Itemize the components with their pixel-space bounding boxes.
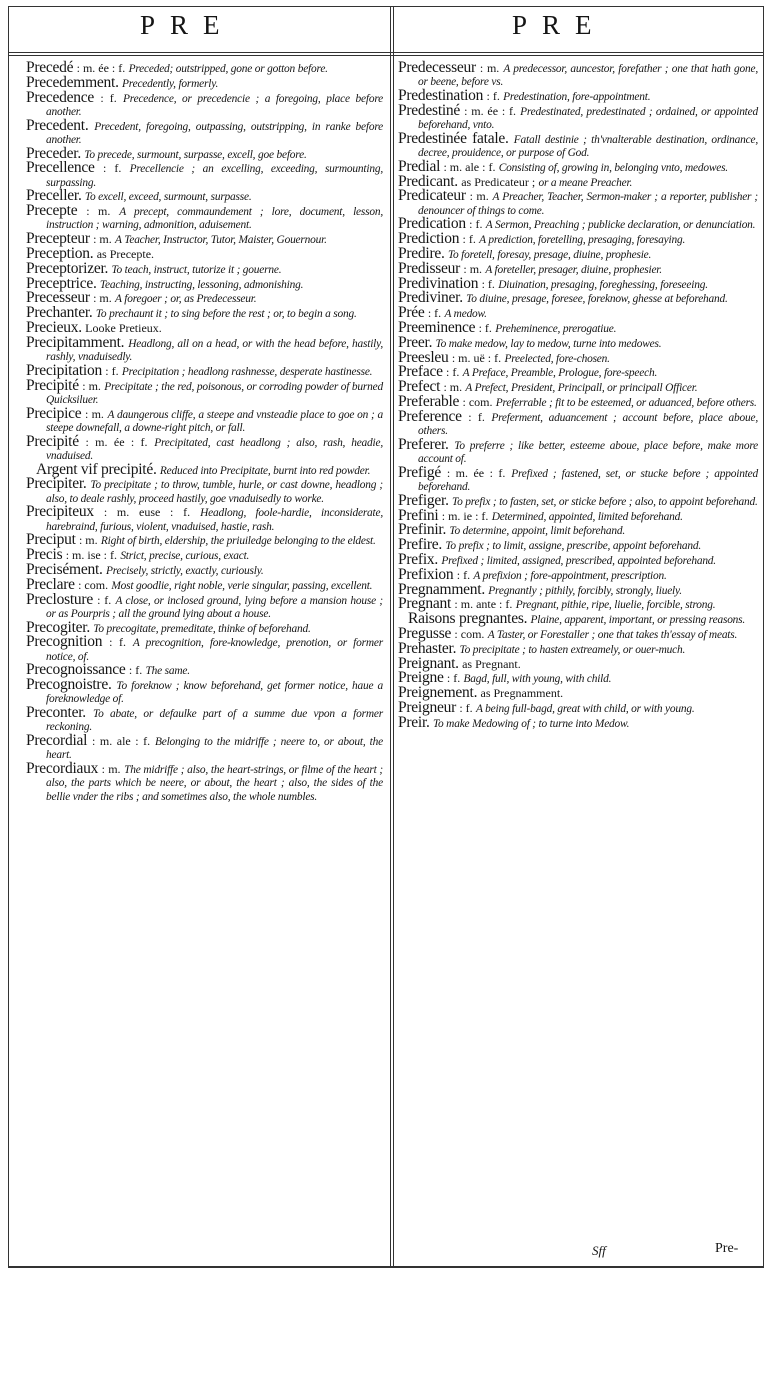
entry-headword: Predire. (398, 244, 445, 262)
entry-grammar-note: : f. (97, 592, 112, 607)
entry-headword: Prehaster. (398, 639, 457, 657)
entry-definition: Prefixed ; fastened, set, or stucke before ; appointed beforehand. (418, 467, 759, 493)
entry-definition: Consisting of, growing in, belonging vnto, medowes. (498, 161, 728, 174)
column-divider-inner (393, 6, 394, 1268)
entry-definition: A Preacher, Teacher, Sermon-maker ; a reporter, publisher ; denouncer of things to come. (418, 191, 759, 217)
entry-definition: A prediction, foretelling, presaging, foresaying. (479, 234, 686, 247)
dictionary-entry (26, 590, 384, 620)
entry-grammar-note: : m. (469, 189, 489, 204)
entry-headword: Predestinée fatale. (398, 129, 509, 147)
entry-grammar-note: : m. ante : f. (454, 597, 513, 612)
frame-top-rule (8, 6, 764, 7)
entry-grammar-note: Looke Pretieux. (85, 320, 162, 335)
entry-headword: Precipice (26, 404, 82, 422)
entry-headword: Preceller. (26, 187, 82, 205)
entry-grammar-note: : com. (78, 577, 109, 592)
entry-headword: Predicant. (398, 172, 458, 190)
entry-headword: Predicateur (398, 187, 466, 205)
entry-grammar-note: : m. (463, 261, 483, 276)
dictionary-entry (26, 202, 384, 232)
entry-headword: Preceptorizer. (26, 259, 109, 277)
dictionary-entry (398, 289, 758, 307)
entry-headword: Preigneur (398, 698, 457, 716)
entry-grammar-note: : f. (469, 217, 483, 232)
entry-headword: Prefiger. (398, 491, 449, 509)
entry-grammar-note: : m. ée : f. (446, 465, 506, 480)
entry-headword: Preciput (26, 531, 76, 549)
entry-headword: Precedence (26, 88, 95, 106)
dictionary-entry (398, 654, 758, 672)
entry-grammar-note: : f. (446, 365, 460, 380)
signature-mark: Sff (592, 1243, 606, 1258)
entry-definition: Preelected, fore-chosen. (504, 352, 610, 365)
entry-grammar-note: : f. (128, 663, 143, 678)
entry-grammar-note: : m. ie : f. (441, 508, 489, 523)
entry-definition: A prefixion ; fore-appointment, prescription. (473, 569, 667, 582)
entry-headword: Predial (398, 157, 441, 175)
entry-grammar-note: : f. (459, 700, 473, 715)
entry-grammar-note: : m. (443, 380, 463, 395)
entry-grammar-note: : f. (446, 671, 461, 686)
dictionary-entry (398, 463, 759, 493)
frame-right-rule (763, 6, 764, 1268)
entry-definition: Most goodlie, right noble, verie singular, passing, excellent. (111, 579, 373, 592)
frame-left-rule (8, 6, 9, 1268)
entry-grammar-note: : f. (481, 276, 495, 291)
entry-grammar-note: : f. (456, 567, 471, 582)
entry-grammar-note: : m. ée : f. (85, 434, 148, 449)
entry-definition: Predestination, fore-appointment. (503, 91, 651, 103)
entry-definition: Reduced into Precipitate, burnt into red powder. (159, 464, 371, 477)
entry-headword: Precognition (26, 633, 103, 651)
dictionary-entry (398, 698, 758, 716)
entry-definition: Plaine, apparent, important, or pressing reasons. (530, 614, 746, 627)
entry-headword: Predication (398, 215, 466, 233)
entry-definition: Strict, precise, curious, exact. (120, 550, 250, 563)
dictionary-entry (26, 475, 383, 505)
entry-definition: To preferre ; like better, esteeme aboue, place before, make more account of. (418, 439, 758, 465)
entry-headword: Prefect (398, 378, 441, 396)
entry-definition: Precipitation ; headlong rashnesse, desperate hastinesse. (121, 365, 373, 378)
entry-definition: The midriffe ; also, the heart-strings, or filme of the heart ; also, the parts which be neere, or about, the heart ; also, the sides of the bellie vnder the ribs ; and sometimes also, the whole numbles. (46, 764, 384, 803)
entry-grammar-note: : m. (93, 232, 112, 247)
entry-definition: Predestinated, predestinated ; ordained, or appointed beforehand, vnto. (418, 105, 758, 131)
entry-headword: Precipiteux (26, 503, 94, 521)
entry-definition: A precept, commaundement ; lore, document, lesson, instruction ; warning, admonition, aduisement. (46, 206, 384, 232)
entry-definition: Prefixed ; limited, assigned, prescribed, appointed beforehand. (441, 554, 716, 567)
entry-headword: Pregnant (398, 595, 452, 613)
entry-headword: Precepteur (26, 230, 90, 248)
dictionary-entry (26, 187, 383, 205)
dictionary-entry (26, 116, 384, 146)
entry-headword: Predestiné (398, 101, 461, 119)
entry-definition: Precellencie ; an excelling, exceeding, surmounting, surpassing. (46, 163, 383, 189)
dictionary-entry (398, 318, 758, 336)
entry-definition: Precedence, or precedencie ; a foregoing, place before another. (46, 92, 384, 118)
entry-headword: Precieux. (26, 318, 82, 336)
left-column (26, 59, 384, 804)
entry-headword: Precordiaux (26, 760, 99, 778)
frame-bottom-rule (8, 1266, 764, 1268)
entry-definition: To make medow, lay to medow, turne into medowes. (435, 337, 662, 350)
entry-headword: Predestination (398, 87, 484, 104)
entry-definition: The same. (145, 665, 190, 678)
entry-grammar-note: : m. (78, 533, 98, 548)
entry-headword: Precogiter. (26, 618, 90, 636)
entry-headword: Predivination (398, 274, 479, 292)
entry-definition: To precipitate ; to hasten extreamely, or ouer-much. (459, 643, 686, 656)
entry-grammar-note: : f. (486, 89, 500, 103)
entry-definition: A being full-bagd, great with child, or with young. (475, 702, 695, 715)
entry-headword: Prechanter. (26, 304, 93, 322)
entry-definition: To diuine, presage, foresee, foreknow, ghesse at beforehand. (466, 293, 728, 306)
entry-headword: Precellence (26, 159, 95, 177)
entry-definition: Preferrable ; fit to be esteemed, or aduanced, before others. (495, 396, 757, 409)
entry-headword: Precepte (26, 202, 78, 220)
entry-headword: Argent vif precipité. (36, 460, 157, 478)
entry-grammar-note: : m. ale : f. (92, 734, 151, 749)
entry-headword: Preignant. (398, 654, 459, 672)
entry-grammar-note: : f. (478, 320, 492, 335)
header-rule (8, 52, 764, 53)
entry-definition: To precede, surmount, surpasse, excell, goe before. (84, 148, 307, 161)
entry-headword: Preference (398, 407, 462, 425)
entry-grammar-note: : com. (462, 394, 493, 409)
entry-definition: To precipitate ; to throw, tumble, hurle, or cast downe, headlong ; also, to deale rashly, proceed hastily, goe vnaduisedly to worke. (46, 479, 383, 505)
right-running-head: PRE (512, 10, 607, 40)
column-divider (390, 6, 391, 1268)
entry-headword: Predisseur (398, 259, 461, 277)
dictionary-entry (398, 59, 759, 89)
entry-grammar-note: : f. (427, 306, 442, 321)
right-column (398, 59, 759, 732)
entry-headword: Precordial (26, 732, 88, 750)
entry-headword: Raisons pregnantes. (408, 610, 528, 628)
entry-definition: To teach, instruct, tutorize it ; gouerne. (111, 263, 282, 276)
entry-grammar-note: : f. (468, 409, 485, 424)
entry-definition: Pregnantly ; pithily, forcibly, strongly, liuely. (488, 584, 682, 597)
entry-definition: A close, or inclosed ground, lying before a mansion house ; or as Pourpris ; all the ground lying about a house. (46, 594, 384, 620)
entry-grammar-note: : f. (462, 232, 476, 247)
entry-definition: Precedent, foregoing, outpassing, outstripping, in ranke before another. (46, 120, 384, 146)
dictionary-entry (26, 88, 384, 118)
dictionary-entry (26, 404, 384, 434)
entry-headword: Pregusse (398, 624, 452, 642)
entry-headword: Predecesseur (398, 59, 476, 76)
entry-grammar-note: as Predicateur ; (461, 174, 536, 189)
entry-grammar-note: : m. (93, 291, 112, 306)
entry-definition: Precisely, strictly, exactly, curiously. (105, 564, 264, 577)
dictionary-entry (398, 435, 758, 465)
entry-headword: Preclare (26, 575, 75, 593)
dictionary-entry (26, 361, 383, 379)
entry-headword: Precipitation (26, 361, 102, 379)
dictionary-entry (26, 333, 384, 363)
entry-headword: Precisément. (26, 560, 103, 578)
entry-grammar-note: as Pregnant. (462, 656, 521, 671)
entry-definition: Headlong, foole-hardie, inconsiderate, harebraind, furious, violent, vnaduised, hastie, rash. (46, 507, 384, 533)
entry-headword: Precedemment. (26, 73, 119, 91)
entry-definition: To prechaunt it ; to sing before the rest ; or, to begin a song. (95, 308, 357, 321)
entry-definition: Preheminence, prerogatiue. (495, 322, 617, 335)
entry-definition: Preceded; outstripped, gone or gotton before. (128, 63, 328, 75)
entry-headword: Preceptrice. (26, 274, 97, 292)
entry-grammar-note: : m. ée : f. (464, 103, 516, 118)
dictionary-entry (398, 713, 758, 731)
dictionary-entry (26, 503, 384, 533)
entry-headword: Precipitamment. (26, 333, 125, 351)
entry-headword: Pregnamment. (398, 580, 485, 598)
entry-definition: Teaching, instructing, lessoning, admonishing. (99, 278, 304, 291)
entry-headword: Preigne (398, 669, 444, 687)
dictionary-entry (26, 633, 383, 663)
dictionary-entry (398, 506, 758, 524)
entry-headword: Precognoistre. (26, 676, 112, 694)
left-running-head: PRE (140, 10, 235, 40)
dictionary-entry (398, 348, 758, 366)
entry-grammar-note: : com. (454, 626, 485, 641)
entry-headword: Precedent. (26, 116, 89, 134)
entry-grammar-note: as Pregnamment. (480, 686, 564, 701)
entry-definition: Preferment, aduancement ; account before, place aboue, others. (418, 411, 759, 437)
entry-grammar-note: : f. (100, 90, 117, 105)
entry-headword: Preignement. (398, 684, 478, 702)
catchword: Pre- (715, 1241, 739, 1256)
entry-headword: Precipiter. (26, 475, 87, 493)
dictionary-entry (26, 159, 383, 189)
entry-definition: A Preface, Preamble, Prologue, fore-speech. (462, 367, 658, 380)
entry-grammar-note: : m. ise : f. (65, 548, 118, 563)
entry-definition: Headlong, all on a head, or with the head before, hastily, rashly, vnaduisedly. (46, 337, 384, 363)
entry-definition: Bagd, full, with young, with child. (463, 673, 612, 686)
dictionary-entry (398, 230, 758, 248)
entry-grammar-note: : m. ée : f. (76, 61, 126, 75)
entry-grammar-note: as Precepte. (96, 246, 155, 261)
entry-headword: Precedé (26, 59, 74, 76)
entry-definition: Fatall destinie ; th'vnalterable destination, ordinance, decree, prouidence, or purpose of God. (418, 133, 759, 159)
entry-definition: Precedently, formerly. (122, 77, 219, 90)
dictionary-entry (398, 521, 758, 539)
entry-headword: Preception. (26, 244, 94, 262)
entry-headword: Preir. (398, 713, 430, 731)
entry-grammar-note: : f. (105, 363, 119, 378)
entry-definition: A medow. (444, 308, 487, 321)
entry-grammar-note: : f. (109, 635, 126, 650)
dictionary-entry (398, 129, 759, 159)
dictionary-entry (398, 407, 759, 437)
entry-definition: To determine, appoint, limit beforehand. (449, 525, 626, 538)
dictionary-entry (398, 580, 758, 598)
entry-headword: Prediviner. (398, 289, 463, 307)
entry-grammar-note: : m. euse : f. (103, 505, 191, 520)
entry-definition: To excell, exceed, surmount, surpasse. (84, 191, 252, 204)
entry-definition: Determined, appointed, limited beforehand. (491, 510, 683, 523)
entry-definition: To prefix ; to limit, assigne, prescribe, appoint beforehand. (445, 540, 702, 553)
dictionary-entry (398, 536, 758, 554)
entry-definition: To make Medowing of ; to turne into Medow. (432, 717, 630, 730)
dictionary-entry (398, 333, 758, 351)
entry-headword: Prefire. (398, 536, 443, 554)
dictionary-entry (26, 760, 384, 803)
entry-definition: A predecessor, auncestor, forefather ; one that hath gone, or beene, before vs. (418, 63, 759, 89)
dictionary-entry (26, 432, 384, 462)
entry-definition: A Sermon, Preaching ; publicke declaration, or denunciation. (485, 219, 756, 232)
entry-definition: To foretell, foresay, presage, diuine, prophesie. (447, 248, 652, 261)
entry-definition: A Prefect, President, Principall, or principall Officer. (465, 382, 698, 395)
entry-grammar-note: : f. (103, 161, 122, 176)
dictionary-entry (26, 676, 383, 706)
entry-grammar-note: : m. (82, 378, 101, 393)
entry-headword: Precipité (26, 432, 79, 450)
entry-grammar-note: : m. (101, 762, 121, 777)
entry-headword: Precipité (26, 376, 79, 394)
entry-headword: Preesleu (398, 348, 449, 366)
entry-definition: A daungerous cliffe, a steepe and vnsteadie place to goe on ; a steepe downefall, a downe-right pitch, or fall. (46, 408, 384, 434)
dictionary-entry (398, 610, 758, 628)
entry-headword: Preface (398, 363, 443, 381)
entry-headword: Preer. (398, 333, 433, 351)
entry-definition: Diuination, presaging, foreghessing, foreseeing. (498, 278, 708, 291)
entry-definition: To abate, or defaulke part of a summe due vpon a former reckoning. (46, 708, 383, 734)
entry-headword: Precis (26, 546, 63, 564)
entry-headword: Preferer. (398, 435, 449, 453)
dictionary-entry (26, 376, 383, 406)
entry-headword: Prée (398, 304, 425, 322)
entry-headword: Preclosture (26, 590, 93, 608)
entry-headword: Prefini (398, 506, 439, 524)
entry-definition: Belonging to the midriffe ; neere to, or about, the heart. (46, 736, 384, 762)
entry-definition: A Teacher, Instructor, Tutor, Maister, Gouernour. (115, 234, 327, 247)
entry-definition: A foreteller, presager, diuine, prophesier. (485, 263, 662, 276)
entry-grammar-note: : m. (86, 204, 111, 219)
dictionary-entry (26, 732, 384, 762)
entry-definition: To prefix ; to fasten, set, or sticke before ; also, to appoint beforehand. (452, 495, 758, 508)
entry-headword: Prefixion (398, 565, 454, 583)
entry-headword: Prefigé (398, 463, 442, 481)
entry-headword: Precesseur (26, 289, 90, 307)
entry-definition: A Taster, or Forestaller ; one that takes th'essay of meats. (487, 628, 738, 641)
entry-definition: or a meane Preacher. (538, 176, 633, 189)
dictionary-entry (26, 704, 383, 734)
entry-definition: A foregoer ; or, as Predecesseur. (115, 293, 257, 306)
header-rule-inner (8, 55, 764, 56)
entry-headword: Precognoissance (26, 661, 126, 679)
entry-definition: To foreknow ; know beforehand, get former notice, haue a foreknowledge of. (46, 680, 383, 706)
dictionary-entry (26, 560, 383, 578)
dictionary-entry (398, 363, 758, 381)
entry-headword: Preconter. (26, 704, 86, 722)
entry-definition: To precogitate, premeditate, thinke of beforehand. (93, 622, 311, 635)
entry-definition: Pregnant, pithie, ripe, liuelie, forcible, strong. (515, 599, 716, 612)
entry-definition: Right of birth, eldership, the priuiledge belonging to the eldest. (100, 535, 376, 548)
entry-headword: Preeminence (398, 318, 476, 336)
entry-definition: Precipitate ; the red, poisonous, or corroding powder of burned Quicksiluer. (46, 380, 383, 406)
entry-headword: Prefix. (398, 550, 439, 568)
entry-definition: A precognition, fore-knowledge, prenotion, or former notice, of. (46, 637, 383, 663)
entry-definition: Precipitated, cast headlong ; also, rash, headie, vnaduised. (46, 436, 384, 462)
entry-grammar-note: : m. ale : f. (443, 159, 496, 174)
entry-grammar-note: : m. uë : f. (451, 350, 502, 365)
dictionary-entry (398, 491, 758, 509)
entry-headword: Prefinir. (398, 521, 447, 539)
entry-grammar-note: : m. (84, 406, 104, 421)
entry-headword: Prediction (398, 230, 460, 248)
entry-grammar-note: : m. (479, 61, 500, 75)
entry-headword: Preferable (398, 392, 460, 410)
dictionary-entry (398, 187, 759, 217)
dictionary-entry (26, 531, 383, 549)
dictionary-entry (398, 101, 758, 131)
entry-headword: Preceder. (26, 144, 81, 162)
